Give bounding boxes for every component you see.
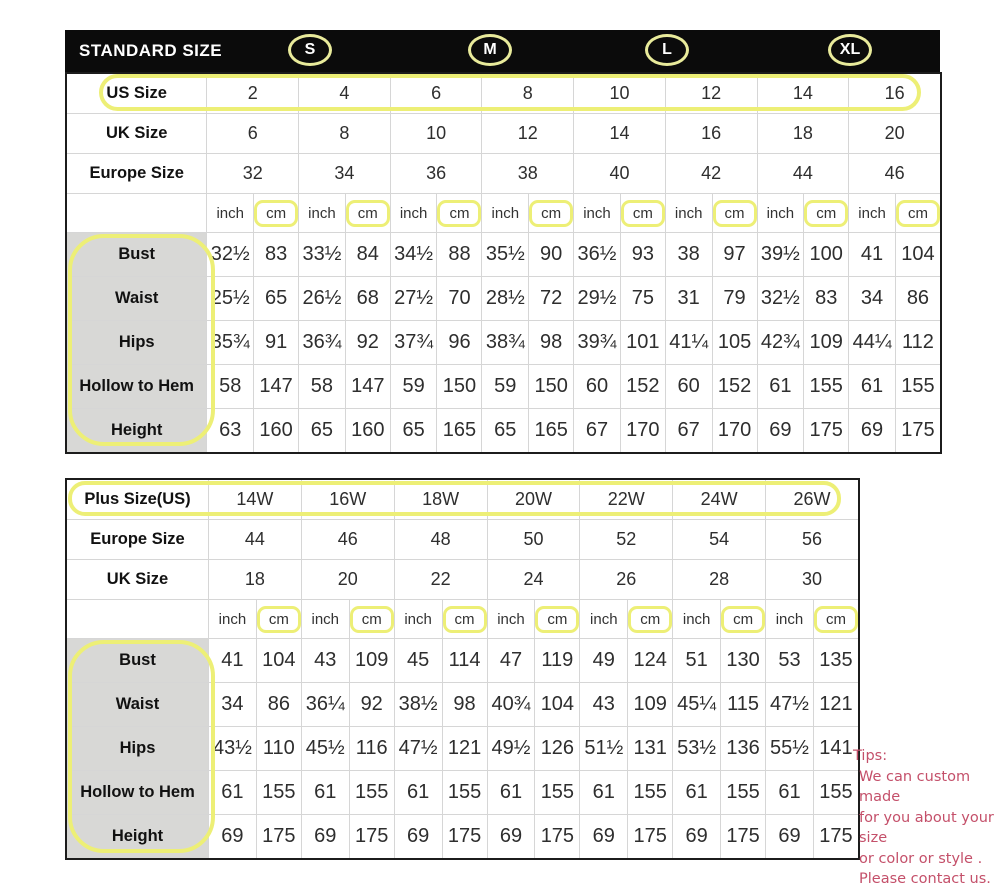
plus-size-us-label: Plus Size(US) bbox=[66, 479, 209, 520]
us-size-value-4: 10 bbox=[574, 73, 666, 114]
europe-size-value-7: 46 bbox=[849, 154, 941, 194]
height-cm-value-5: 170 bbox=[712, 409, 757, 454]
hips-inch-value-6: 42¾ bbox=[757, 321, 804, 365]
uk-size-value-3: 12 bbox=[482, 114, 574, 154]
height-cm-value-0: 175 bbox=[256, 815, 301, 860]
bust-cm-value-6: 135 bbox=[813, 639, 859, 683]
hips-cm-value-1: 116 bbox=[349, 727, 394, 771]
bust-row bbox=[66, 233, 941, 277]
bust-cm-value-3: 119 bbox=[535, 639, 580, 683]
europe-size-value-0: 32 bbox=[207, 154, 299, 194]
height-cm-value-7: 175 bbox=[895, 409, 941, 454]
europe-size-value-4: 40 bbox=[574, 154, 666, 194]
waist-cm-value-5: 79 bbox=[712, 277, 757, 321]
hips-cm-value-2: 121 bbox=[442, 727, 487, 771]
height-inch-value-0: 69 bbox=[209, 815, 257, 860]
waist-cm-value-6: 121 bbox=[813, 683, 859, 727]
cm-highlight-box: cm bbox=[350, 606, 394, 633]
cm-unit-cell bbox=[813, 600, 859, 639]
hollow-to-hem-inch-value-6: 61 bbox=[757, 365, 804, 409]
hollow-to-hem-cm-value-1: 155 bbox=[349, 771, 394, 815]
hips-inch-value-7: 44¼ bbox=[849, 321, 896, 365]
hips-cm-value-3: 126 bbox=[535, 727, 580, 771]
bust-label: Bust bbox=[66, 639, 209, 683]
bust-cm-value-1: 109 bbox=[349, 639, 394, 683]
hips-inch-value-0: 35¾ bbox=[207, 321, 254, 365]
uk-size-value-0: 6 bbox=[207, 114, 299, 154]
uk-size-value-5: 16 bbox=[665, 114, 757, 154]
hollow-to-hem-inch-value-0: 58 bbox=[207, 365, 254, 409]
europe-size-value-3: 50 bbox=[487, 520, 580, 560]
hips-cm-value-2: 96 bbox=[437, 321, 482, 365]
inch-unit-cell: inch bbox=[482, 194, 529, 233]
height-inch-value-5: 67 bbox=[665, 409, 712, 454]
waist-inch-value-3: 40¾ bbox=[487, 683, 535, 727]
size-oval-s: S bbox=[288, 34, 332, 66]
hollow-to-hem-cm-value-3: 155 bbox=[535, 771, 580, 815]
waist-inch-value-7: 34 bbox=[849, 277, 896, 321]
us-size-value-7: 16 bbox=[849, 73, 941, 114]
hips-cm-value-0: 110 bbox=[256, 727, 301, 771]
hollow-to-hem-cm-value-4: 155 bbox=[628, 771, 673, 815]
cm-unit-cell bbox=[620, 194, 665, 233]
cm-highlight-box: cm bbox=[896, 200, 940, 227]
standard-size-header-bar bbox=[65, 30, 940, 72]
hollow-to-hem-cm-value-4: 152 bbox=[620, 365, 665, 409]
cm-unit-cell bbox=[804, 194, 849, 233]
hips-inch-value-6: 55½ bbox=[766, 727, 814, 771]
height-cm-value-6: 175 bbox=[813, 815, 859, 860]
height-inch-value-3: 65 bbox=[482, 409, 529, 454]
height-inch-value-4: 69 bbox=[580, 815, 628, 860]
europe-size-label: Europe Size bbox=[66, 520, 209, 560]
waist-label: Waist bbox=[66, 277, 207, 321]
inch-unit-cell: inch bbox=[673, 600, 721, 639]
height-inch-value-2: 69 bbox=[394, 815, 442, 860]
hips-row bbox=[66, 727, 859, 771]
inch-unit-cell: inch bbox=[766, 600, 814, 639]
us-size-value-6: 14 bbox=[757, 73, 849, 114]
hips-label: Hips bbox=[66, 727, 209, 771]
size-oval-xl: XL bbox=[828, 34, 872, 66]
hollow-to-hem-inch-value-4: 60 bbox=[574, 365, 621, 409]
plus-size-us-value-5: 24W bbox=[673, 479, 766, 520]
hips-cm-value-4: 101 bbox=[620, 321, 665, 365]
cm-unit-cell bbox=[535, 600, 580, 639]
hollow-to-hem-inch-value-1: 58 bbox=[299, 365, 346, 409]
hollow-to-hem-cm-value-0: 147 bbox=[254, 365, 299, 409]
height-inch-value-7: 69 bbox=[849, 409, 896, 454]
waist-cm-value-4: 75 bbox=[620, 277, 665, 321]
hips-inch-value-2: 47½ bbox=[394, 727, 442, 771]
hollow-to-hem-inch-value-3: 59 bbox=[482, 365, 529, 409]
bust-inch-value-5: 51 bbox=[673, 639, 721, 683]
us-size-value-2: 6 bbox=[390, 73, 482, 114]
uk-size-value-2: 22 bbox=[394, 560, 487, 600]
plus-size-us-value-3: 20W bbox=[487, 479, 580, 520]
hollow-to-hem-inch-value-7: 61 bbox=[849, 365, 896, 409]
cm-highlight-box: cm bbox=[721, 606, 765, 633]
europe-size-value-1: 46 bbox=[301, 520, 394, 560]
waist-row bbox=[66, 683, 859, 727]
hollow-to-hem-cm-value-2: 155 bbox=[442, 771, 487, 815]
uk-size-value-1: 20 bbox=[301, 560, 394, 600]
hollow-to-hem-cm-value-3: 150 bbox=[529, 365, 574, 409]
europe-size-value-5: 54 bbox=[673, 520, 766, 560]
unit-row-empty-label bbox=[66, 600, 209, 639]
cm-unit-cell bbox=[437, 194, 482, 233]
height-cm-value-3: 175 bbox=[535, 815, 580, 860]
waist-cm-value-1: 92 bbox=[349, 683, 394, 727]
height-row bbox=[66, 815, 859, 860]
unit-row bbox=[66, 600, 859, 639]
tips-line: Please contact us. bbox=[859, 871, 991, 887]
height-inch-value-1: 69 bbox=[301, 815, 349, 860]
bust-cm-value-4: 124 bbox=[628, 639, 673, 683]
cm-unit-cell bbox=[628, 600, 673, 639]
bust-inch-value-7: 41 bbox=[849, 233, 896, 277]
inch-unit-cell: inch bbox=[580, 600, 628, 639]
bust-cm-value-6: 100 bbox=[804, 233, 849, 277]
waist-inch-value-2: 27½ bbox=[390, 277, 437, 321]
waist-inch-value-5: 45¼ bbox=[673, 683, 721, 727]
cm-highlight-box: cm bbox=[257, 606, 301, 633]
waist-cm-value-6: 83 bbox=[804, 277, 849, 321]
us-size-row bbox=[66, 73, 941, 114]
hips-cm-value-5: 105 bbox=[712, 321, 757, 365]
hips-inch-value-3: 38¾ bbox=[482, 321, 529, 365]
height-cm-value-6: 175 bbox=[804, 409, 849, 454]
cm-unit-cell bbox=[721, 600, 766, 639]
inch-unit-cell: inch bbox=[390, 194, 437, 233]
hollow-to-hem-cm-value-5: 152 bbox=[712, 365, 757, 409]
uk-size-label: UK Size bbox=[66, 114, 207, 154]
waist-inch-value-0: 25½ bbox=[207, 277, 254, 321]
hips-inch-value-4: 39¾ bbox=[574, 321, 621, 365]
standard-size-table-grid bbox=[65, 72, 942, 454]
hips-cm-value-6: 109 bbox=[804, 321, 849, 365]
hips-cm-value-1: 92 bbox=[345, 321, 390, 365]
uk-size-row bbox=[66, 114, 941, 154]
bust-cm-value-1: 84 bbox=[345, 233, 390, 277]
hollow-to-hem-inch-value-2: 61 bbox=[394, 771, 442, 815]
hollow-to-hem-cm-value-0: 155 bbox=[256, 771, 301, 815]
inch-unit-cell: inch bbox=[849, 194, 896, 233]
europe-size-value-5: 42 bbox=[665, 154, 757, 194]
standard-size-title: STANDARD SIZE bbox=[79, 41, 223, 60]
height-cm-value-2: 165 bbox=[437, 409, 482, 454]
plus-size-table-grid bbox=[65, 478, 860, 860]
bust-cm-value-0: 83 bbox=[254, 233, 299, 277]
cm-highlight-box: cm bbox=[621, 200, 665, 227]
europe-size-value-2: 48 bbox=[394, 520, 487, 560]
bust-inch-value-6: 39½ bbox=[757, 233, 804, 277]
uk-size-value-7: 20 bbox=[849, 114, 941, 154]
bust-row bbox=[66, 639, 859, 683]
waist-cm-value-7: 86 bbox=[895, 277, 941, 321]
waist-inch-value-0: 34 bbox=[209, 683, 257, 727]
bust-inch-value-3: 47 bbox=[487, 639, 535, 683]
bust-cm-value-2: 114 bbox=[442, 639, 487, 683]
cm-highlight-box: cm bbox=[437, 200, 481, 227]
bust-inch-value-4: 49 bbox=[580, 639, 628, 683]
waist-inch-value-6: 32½ bbox=[757, 277, 804, 321]
europe-size-value-3: 38 bbox=[482, 154, 574, 194]
hollow-to-hem-row bbox=[66, 365, 941, 409]
hollow-to-hem-row bbox=[66, 771, 859, 815]
waist-inch-value-5: 31 bbox=[665, 277, 712, 321]
hips-label: Hips bbox=[66, 321, 207, 365]
hollow-to-hem-label: Hollow to Hem bbox=[66, 365, 207, 409]
hips-inch-value-3: 49½ bbox=[487, 727, 535, 771]
hollow-to-hem-cm-value-2: 150 bbox=[437, 365, 482, 409]
uk-size-value-6: 30 bbox=[766, 560, 859, 600]
size-oval-l: L bbox=[645, 34, 689, 66]
standard-size-table-section bbox=[65, 30, 942, 453]
cm-unit-cell bbox=[712, 194, 757, 233]
waist-cm-value-1: 68 bbox=[345, 277, 390, 321]
plus-size-table-section bbox=[65, 478, 860, 859]
europe-size-value-6: 44 bbox=[757, 154, 849, 194]
tips-line: We can custom made bbox=[859, 768, 971, 805]
hips-inch-value-5: 41¼ bbox=[665, 321, 712, 365]
waist-cm-value-3: 72 bbox=[529, 277, 574, 321]
inch-unit-cell: inch bbox=[665, 194, 712, 233]
plus-size-us-value-0: 14W bbox=[209, 479, 302, 520]
bust-inch-value-2: 45 bbox=[394, 639, 442, 683]
height-cm-value-0: 160 bbox=[254, 409, 299, 454]
hollow-to-hem-inch-value-5: 61 bbox=[673, 771, 721, 815]
hips-cm-value-0: 91 bbox=[254, 321, 299, 365]
hollow-to-hem-inch-value-6: 61 bbox=[766, 771, 814, 815]
cm-highlight-box: cm bbox=[529, 200, 573, 227]
bust-cm-value-2: 88 bbox=[437, 233, 482, 277]
us-size-value-3: 8 bbox=[482, 73, 574, 114]
cm-unit-cell bbox=[256, 600, 301, 639]
uk-size-value-1: 8 bbox=[299, 114, 391, 154]
hips-cm-value-3: 98 bbox=[529, 321, 574, 365]
uk-size-value-2: 10 bbox=[390, 114, 482, 154]
waist-inch-value-4: 43 bbox=[580, 683, 628, 727]
uk-size-value-3: 24 bbox=[487, 560, 580, 600]
europe-size-row bbox=[66, 154, 941, 194]
unit-row bbox=[66, 194, 941, 233]
cm-highlight-box: cm bbox=[804, 200, 848, 227]
bust-inch-value-0: 32½ bbox=[207, 233, 254, 277]
waist-cm-value-0: 65 bbox=[254, 277, 299, 321]
cm-unit-cell bbox=[254, 194, 299, 233]
waist-inch-value-2: 38½ bbox=[394, 683, 442, 727]
cm-highlight-box: cm bbox=[628, 606, 672, 633]
cm-unit-cell bbox=[895, 194, 941, 233]
europe-size-value-2: 36 bbox=[390, 154, 482, 194]
hips-cm-value-5: 136 bbox=[721, 727, 766, 771]
bust-inch-value-1: 33½ bbox=[299, 233, 346, 277]
waist-cm-value-3: 104 bbox=[535, 683, 580, 727]
height-cm-value-1: 160 bbox=[345, 409, 390, 454]
europe-size-value-1: 34 bbox=[299, 154, 391, 194]
cm-highlight-box: cm bbox=[814, 606, 858, 633]
uk-size-row bbox=[66, 560, 859, 600]
bust-inch-value-3: 35½ bbox=[482, 233, 529, 277]
bust-cm-value-4: 93 bbox=[620, 233, 665, 277]
height-cm-value-1: 175 bbox=[349, 815, 394, 860]
hips-row bbox=[66, 321, 941, 365]
europe-size-value-0: 44 bbox=[209, 520, 302, 560]
tips-line: or color or style . bbox=[859, 850, 983, 867]
bust-cm-value-5: 97 bbox=[712, 233, 757, 277]
tips-lines bbox=[853, 767, 999, 887]
uk-size-value-4: 26 bbox=[580, 560, 673, 600]
bust-inch-value-0: 41 bbox=[209, 639, 257, 683]
bust-label: Bust bbox=[66, 233, 207, 277]
cm-unit-cell bbox=[349, 600, 394, 639]
us-size-label: US Size bbox=[66, 73, 207, 114]
waist-inch-value-4: 29½ bbox=[574, 277, 621, 321]
height-inch-value-0: 63 bbox=[207, 409, 254, 454]
hips-cm-value-4: 131 bbox=[628, 727, 673, 771]
height-inch-value-6: 69 bbox=[757, 409, 804, 454]
waist-inch-value-6: 47½ bbox=[766, 683, 814, 727]
height-inch-value-3: 69 bbox=[487, 815, 535, 860]
us-size-value-1: 4 bbox=[299, 73, 391, 114]
cm-unit-cell bbox=[345, 194, 390, 233]
uk-size-label: UK Size bbox=[66, 560, 209, 600]
plus-size-us-value-1: 16W bbox=[301, 479, 394, 520]
uk-size-value-5: 28 bbox=[673, 560, 766, 600]
hollow-to-hem-inch-value-4: 61 bbox=[580, 771, 628, 815]
waist-cm-value-4: 109 bbox=[628, 683, 673, 727]
tips-note bbox=[853, 746, 999, 887]
height-cm-value-4: 175 bbox=[628, 815, 673, 860]
uk-size-value-0: 18 bbox=[209, 560, 302, 600]
hollow-to-hem-inch-value-1: 61 bbox=[301, 771, 349, 815]
cm-highlight-box: cm bbox=[443, 606, 487, 633]
waist-cm-value-0: 86 bbox=[256, 683, 301, 727]
us-size-value-5: 12 bbox=[665, 73, 757, 114]
cm-unit-cell bbox=[529, 194, 574, 233]
uk-size-value-6: 18 bbox=[757, 114, 849, 154]
hips-inch-value-5: 53½ bbox=[673, 727, 721, 771]
europe-size-label: Europe Size bbox=[66, 154, 207, 194]
hollow-to-hem-inch-value-0: 61 bbox=[209, 771, 257, 815]
height-inch-value-2: 65 bbox=[390, 409, 437, 454]
plus-size-us-value-6: 26W bbox=[766, 479, 859, 520]
inch-unit-cell: inch bbox=[757, 194, 804, 233]
hips-inch-value-1: 36¾ bbox=[299, 321, 346, 365]
europe-size-value-6: 56 bbox=[766, 520, 859, 560]
hollow-to-hem-cm-value-1: 147 bbox=[345, 365, 390, 409]
hollow-to-hem-cm-value-5: 155 bbox=[721, 771, 766, 815]
size-oval-m: M bbox=[468, 34, 512, 66]
waist-cm-value-2: 70 bbox=[437, 277, 482, 321]
europe-size-value-4: 52 bbox=[580, 520, 673, 560]
height-cm-value-4: 170 bbox=[620, 409, 665, 454]
hollow-to-hem-cm-value-6: 155 bbox=[804, 365, 849, 409]
bust-inch-value-4: 36½ bbox=[574, 233, 621, 277]
hips-cm-value-6: 141 bbox=[813, 727, 859, 771]
inch-unit-cell: inch bbox=[487, 600, 535, 639]
europe-size-row bbox=[66, 520, 859, 560]
waist-inch-value-1: 36¼ bbox=[301, 683, 349, 727]
height-row bbox=[66, 409, 941, 454]
hollow-to-hem-cm-value-6: 155 bbox=[813, 771, 859, 815]
hips-inch-value-4: 51½ bbox=[580, 727, 628, 771]
tips-title: Tips: bbox=[853, 748, 888, 764]
hollow-to-hem-cm-value-7: 155 bbox=[895, 365, 941, 409]
bust-inch-value-2: 34½ bbox=[390, 233, 437, 277]
uk-size-value-4: 14 bbox=[574, 114, 666, 154]
inch-unit-cell: inch bbox=[394, 600, 442, 639]
hips-inch-value-0: 43½ bbox=[209, 727, 257, 771]
bust-inch-value-5: 38 bbox=[665, 233, 712, 277]
height-cm-value-2: 175 bbox=[442, 815, 487, 860]
us-size-value-0: 2 bbox=[207, 73, 299, 114]
inch-unit-cell: inch bbox=[574, 194, 621, 233]
height-label: Height bbox=[66, 815, 209, 860]
height-inch-value-5: 69 bbox=[673, 815, 721, 860]
height-cm-value-3: 165 bbox=[529, 409, 574, 454]
waist-label: Waist bbox=[66, 683, 209, 727]
cm-highlight-box: cm bbox=[535, 606, 579, 633]
inch-unit-cell: inch bbox=[301, 600, 349, 639]
hips-inch-value-2: 37¾ bbox=[390, 321, 437, 365]
height-inch-value-6: 69 bbox=[766, 815, 814, 860]
cm-highlight-box: cm bbox=[713, 200, 757, 227]
bust-cm-value-0: 104 bbox=[256, 639, 301, 683]
waist-row bbox=[66, 277, 941, 321]
waist-inch-value-1: 26½ bbox=[299, 277, 346, 321]
plus-size-us-value-4: 22W bbox=[580, 479, 673, 520]
hollow-to-hem-inch-value-3: 61 bbox=[487, 771, 535, 815]
unit-row-empty-label bbox=[66, 194, 207, 233]
cm-highlight-box: cm bbox=[254, 200, 298, 227]
height-cm-value-5: 175 bbox=[721, 815, 766, 860]
cm-unit-cell bbox=[442, 600, 487, 639]
hollow-to-hem-label: Hollow to Hem bbox=[66, 771, 209, 815]
inch-unit-cell: inch bbox=[209, 600, 257, 639]
waist-inch-value-3: 28½ bbox=[482, 277, 529, 321]
waist-cm-value-5: 115 bbox=[721, 683, 766, 727]
hips-cm-value-7: 112 bbox=[895, 321, 941, 365]
hollow-to-hem-inch-value-5: 60 bbox=[665, 365, 712, 409]
height-inch-value-4: 67 bbox=[574, 409, 621, 454]
inch-unit-cell: inch bbox=[207, 194, 254, 233]
bust-cm-value-3: 90 bbox=[529, 233, 574, 277]
hips-inch-value-1: 45½ bbox=[301, 727, 349, 771]
bust-inch-value-6: 53 bbox=[766, 639, 814, 683]
plus-size-us-value-2: 18W bbox=[394, 479, 487, 520]
bust-cm-value-7: 104 bbox=[895, 233, 941, 277]
cm-highlight-box: cm bbox=[346, 200, 390, 227]
bust-cm-value-5: 130 bbox=[721, 639, 766, 683]
tips-line: for you about your size bbox=[859, 809, 994, 846]
waist-cm-value-2: 98 bbox=[442, 683, 487, 727]
plus-size-us-row bbox=[66, 479, 859, 520]
inch-unit-cell: inch bbox=[299, 194, 346, 233]
bust-inch-value-1: 43 bbox=[301, 639, 349, 683]
height-label: Height bbox=[66, 409, 207, 454]
hollow-to-hem-inch-value-2: 59 bbox=[390, 365, 437, 409]
height-inch-value-1: 65 bbox=[299, 409, 346, 454]
